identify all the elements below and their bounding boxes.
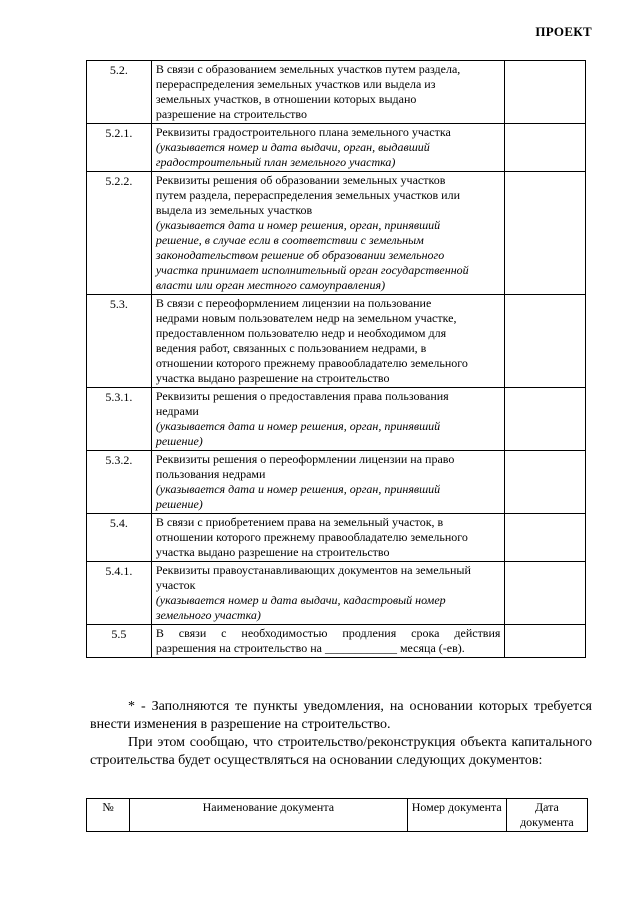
col-doc-date-header: Дата документа [506,799,587,832]
description-hint-line: законодательством решение об образовании земельного [155,248,445,262]
row-value-cell [505,514,586,562]
description-line: участка выдано разрешение на строительство [155,545,390,559]
description-line: недрами новым пользователем недр на земельном участке, [155,311,457,325]
description-line: участок [155,578,196,592]
table-row [87,61,586,124]
footnote-paragraph: * - Заполняются те пункты уведомления, на основании которых требуется внести изменения в разрешение на строительство. [90,699,592,732]
changes-table [86,60,586,658]
row-value-cell [505,451,586,514]
description-line: предоставленном пользователю недр и необходимом для [155,326,447,340]
table-row [87,124,586,172]
description-line: Реквизиты правоустанавливающих документов на земельный [155,563,471,577]
row-number: 5.3.2. [87,451,152,514]
row-description [151,61,505,124]
table-row [87,562,586,625]
description-line: разрешения на строительство на ____________ месяца (-ев). [155,641,465,655]
description-line: В связи с необходимостью продления срока действия [155,626,501,640]
row-number: 5.3.1. [87,388,152,451]
row-description [151,388,505,451]
statement-paragraph: При этом сообщаю, что строительство/реконструкция объекта капитального строительства будет осуществляться на основании следующих документов: [90,735,592,768]
description-line: путем раздела, перераспределения земельных участков или [155,188,461,202]
col-doc-number-header: Номер документа [407,799,506,832]
description-hint-line: (указывается номер и дата выдачи, орган, выдавший [155,140,430,154]
description-line: Реквизиты градостроительного плана земельного участка [155,125,451,139]
col-name-header: Наименование документа [130,799,408,832]
description-line: земельных участков, в отношении которых выдано [155,92,417,106]
row-number: 5.3. [87,295,152,388]
description-hint-line: участка принимает исполнительный орган государственной [155,263,469,277]
row-description [151,124,505,172]
row-value-cell [505,388,586,451]
row-number: 5.4.1. [87,562,152,625]
description-hint-line: (указывается дата и номер решения, орган, принявший [155,482,441,496]
description-hint-line: земельного участка) [155,608,261,622]
row-value-cell [505,124,586,172]
description-line: Реквизиты решения о предоставления права пользования [155,389,449,403]
description-line: разрешение на строительство [155,107,308,121]
description-hint-line: (указывается дата и номер решения, орган, принявший [155,218,441,232]
table-row [87,451,586,514]
description-line: Реквизиты решения об образовании земельных участков [155,173,446,187]
row-description [151,514,505,562]
description-line: ведения работ, связанных с пользованием недрами, в [155,341,427,355]
description-line: участка выдано разрешение на строительство [155,371,390,385]
row-number: 5.4. [87,514,152,562]
description-line: отношении которого прежнему правообладателю земельного [155,530,468,544]
row-description [151,625,505,658]
description-line: В связи с образованием земельных участков путем раздела, [155,62,461,76]
description-line: В связи с переоформлением лицензии на пользование [155,296,432,310]
row-value-cell [505,172,586,295]
row-number: 5.5 [87,625,152,658]
row-value-cell [505,295,586,388]
table-row [87,514,586,562]
description-line: Реквизиты решения о переоформлении лицензии на право [155,452,455,466]
description-line: недрами [155,404,199,418]
row-description [151,451,505,514]
description-hint-line: решение) [155,497,203,511]
description-line: отношении которого прежнему правообладателю земельного [155,356,468,370]
documents-table-header-row [87,799,588,832]
description-line: перераспределения земельных участков или выдела из [155,77,436,91]
row-description [151,562,505,625]
description-hint-line: (указывается дата и номер решения, орган, принявший [155,419,441,433]
col-number-header: № [87,799,130,832]
description-line: В связи с приобретением права на земельный участок, в [155,515,444,529]
project-stamp: ПРОЕКТ [535,24,592,39]
row-value-cell [505,562,586,625]
row-value-cell [505,61,586,124]
documents-table [86,798,588,832]
row-description [151,295,505,388]
row-description [151,172,505,295]
table-row [87,172,586,295]
row-number: 5.2. [87,61,152,124]
description-line: выдела из земельных участков [155,203,313,217]
table-row [87,295,586,388]
description-hint-line: власти или орган местного самоуправления) [155,278,386,292]
table-row [87,625,586,658]
description-hint-line: (указывается номер и дата выдачи, кадастровый номер [155,593,446,607]
description-line: пользования недрами [155,467,266,481]
table-row [87,388,586,451]
row-number: 5.2.1. [87,124,152,172]
row-number: 5.2.2. [87,172,152,295]
row-value-cell [505,625,586,658]
description-hint-line: градостроительный план земельного участка) [155,155,396,169]
description-hint-line: решение, в случае если в соответствии с земельным [155,233,424,247]
description-hint-line: решение) [155,434,203,448]
